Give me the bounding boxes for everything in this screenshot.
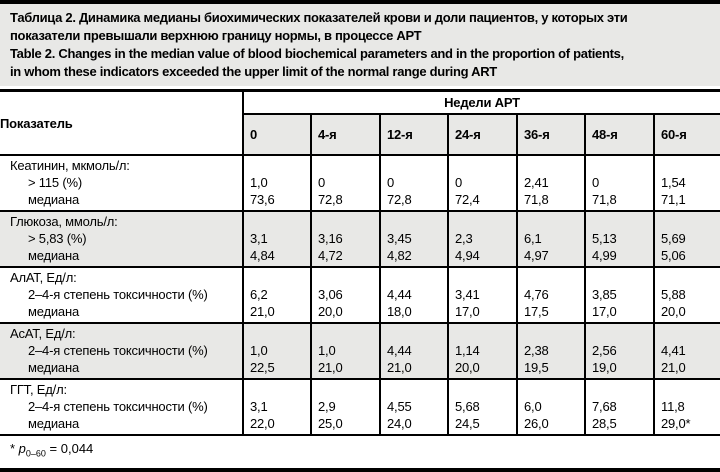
data-cell bbox=[243, 323, 311, 379]
week-col-4: 4-я bbox=[311, 114, 380, 155]
value-median: 72,8 bbox=[318, 192, 343, 207]
param-subrow-pct: 2–4-я степень токсичности (%) bbox=[28, 343, 208, 358]
value-median: 20,0 bbox=[318, 304, 343, 319]
value-pct: 5,88 bbox=[661, 287, 686, 302]
value-pct: 1,54 bbox=[661, 175, 686, 190]
caption-ru-line2: показатели превышали верхнюю границу нормы, в процессе АРТ bbox=[10, 28, 422, 43]
data-cell bbox=[585, 155, 654, 211]
value-median: 21,0 bbox=[387, 360, 412, 375]
param-subrow-median: медиана bbox=[28, 304, 79, 319]
param-subrow-pct: > 115 (%) bbox=[28, 175, 82, 190]
value-pct: 3,45 bbox=[387, 231, 412, 246]
value-pct: 0 bbox=[318, 175, 326, 190]
week-col-60: 60-я bbox=[654, 114, 720, 155]
data-cell bbox=[654, 323, 720, 379]
section-alat bbox=[0, 267, 720, 323]
value-median: 25,0 bbox=[318, 416, 343, 431]
value-median: 28,5 bbox=[592, 416, 617, 431]
data-cell bbox=[448, 155, 517, 211]
data-cell bbox=[517, 323, 585, 379]
week-col-0: 0 bbox=[243, 114, 311, 155]
value-pct: 4,76 bbox=[524, 287, 549, 302]
param-label-cell bbox=[0, 379, 243, 435]
value-median: 21,0 bbox=[250, 304, 275, 319]
section-creatinine bbox=[0, 155, 720, 211]
data-cell bbox=[380, 379, 448, 435]
value-pct: 2,3 bbox=[455, 231, 473, 246]
value-median: 4,94 bbox=[455, 248, 480, 263]
data-cell bbox=[448, 379, 517, 435]
value-pct: 1,0 bbox=[318, 343, 336, 358]
param-column-header: Показатель bbox=[0, 91, 243, 156]
value-median: 18,0 bbox=[387, 304, 412, 319]
value-pct: 0 bbox=[592, 175, 600, 190]
value-median: 72,4 bbox=[455, 192, 480, 207]
value-pct: 6,2 bbox=[250, 287, 268, 302]
value-pct: 3,1 bbox=[250, 231, 268, 246]
value-pct: 2,9 bbox=[318, 399, 336, 414]
value-pct: 2,38 bbox=[524, 343, 549, 358]
param-label-cell bbox=[0, 323, 243, 379]
section-asat bbox=[0, 323, 720, 379]
value-pct: 0 bbox=[455, 175, 463, 190]
biochemical-parameters-table bbox=[0, 89, 720, 436]
data-cell bbox=[585, 379, 654, 435]
value-median: 19,0 bbox=[592, 360, 617, 375]
value-median: 17,0 bbox=[592, 304, 617, 319]
week-col-12: 12-я bbox=[380, 114, 448, 155]
value-median: 71,1 bbox=[661, 192, 686, 207]
table-footnote bbox=[0, 436, 720, 472]
value-pct: 4,44 bbox=[387, 343, 412, 358]
param-name: АсАТ, Ед/л: bbox=[10, 326, 76, 341]
footnote-asterisk: * bbox=[10, 441, 19, 456]
value-median: 71,8 bbox=[592, 192, 617, 207]
data-cell bbox=[448, 323, 517, 379]
value-pct: 3,16 bbox=[318, 231, 343, 246]
param-name: Кеатинин, мкмоль/л: bbox=[10, 158, 130, 173]
data-cell bbox=[311, 211, 380, 267]
param-label-cell bbox=[0, 267, 243, 323]
footnote-p-value: = 0,044 bbox=[45, 441, 94, 456]
param-name: ГГТ, Ед/л: bbox=[10, 382, 67, 397]
data-cell bbox=[380, 323, 448, 379]
footnote-p-subscript: 0–60 bbox=[25, 448, 46, 459]
section-ggt bbox=[0, 379, 720, 435]
week-col-36: 36-я bbox=[517, 114, 585, 155]
data-cell bbox=[311, 323, 380, 379]
value-median: 21,0 bbox=[661, 360, 686, 375]
value-median: 4,84 bbox=[250, 248, 275, 263]
data-cell bbox=[517, 379, 585, 435]
value-pct: 5,69 bbox=[661, 231, 686, 246]
value-median: 29,0* bbox=[661, 416, 691, 431]
value-pct: 3,85 bbox=[592, 287, 617, 302]
header-row-top bbox=[0, 91, 720, 115]
table-caption bbox=[0, 0, 720, 86]
caption-ru-line1: Таблица 2. Динамика медианы биохимических показателей крови и доли пациентов, у которых эти bbox=[10, 10, 628, 25]
caption-en-line1: Table 2. Changes in the median value of blood biochemical parameters and in the proportion of patients, bbox=[10, 46, 624, 61]
value-median: 24,5 bbox=[455, 416, 480, 431]
data-cell bbox=[311, 379, 380, 435]
value-median: 17,0 bbox=[455, 304, 480, 319]
value-median: 72,8 bbox=[387, 192, 412, 207]
value-median: 4,99 bbox=[592, 248, 617, 263]
value-pct: 3,41 bbox=[455, 287, 480, 302]
param-subrow-pct: 2–4-я степень токсичности (%) bbox=[28, 399, 208, 414]
param-label-cell bbox=[0, 211, 243, 267]
value-median: 26,0 bbox=[524, 416, 549, 431]
value-pct: 4,44 bbox=[387, 287, 412, 302]
data-cell bbox=[585, 211, 654, 267]
value-pct: 6,1 bbox=[524, 231, 542, 246]
value-median: 20,0 bbox=[455, 360, 480, 375]
data-cell bbox=[517, 155, 585, 211]
value-median: 17,5 bbox=[524, 304, 549, 319]
value-pct: 4,55 bbox=[387, 399, 412, 414]
value-pct: 5,13 bbox=[592, 231, 617, 246]
value-pct: 0 bbox=[387, 175, 395, 190]
value-median: 22,5 bbox=[250, 360, 275, 375]
data-cell bbox=[380, 211, 448, 267]
data-cell bbox=[517, 211, 585, 267]
value-median: 19,5 bbox=[524, 360, 549, 375]
param-subrow-median: медиана bbox=[28, 248, 79, 263]
data-cell bbox=[448, 211, 517, 267]
data-cell bbox=[654, 267, 720, 323]
value-median: 21,0 bbox=[318, 360, 343, 375]
value-pct: 5,68 bbox=[455, 399, 480, 414]
value-median: 5,06 bbox=[661, 248, 686, 263]
param-subrow-median: медиана bbox=[28, 192, 79, 207]
data-cell bbox=[243, 267, 311, 323]
data-cell bbox=[517, 267, 585, 323]
value-median: 4,72 bbox=[318, 248, 343, 263]
value-pct: 2,41 bbox=[524, 175, 549, 190]
value-median: 71,8 bbox=[524, 192, 549, 207]
param-name: АлАТ, Ед/л: bbox=[10, 270, 77, 285]
data-cell bbox=[243, 211, 311, 267]
section-glucose bbox=[0, 211, 720, 267]
footnote-p-symbol: p bbox=[18, 441, 26, 456]
data-cell bbox=[654, 211, 720, 267]
data-cell bbox=[311, 155, 380, 211]
value-median: 4,82 bbox=[387, 248, 412, 263]
value-median: 73,6 bbox=[250, 192, 275, 207]
week-col-24: 24-я bbox=[448, 114, 517, 155]
data-cell bbox=[654, 155, 720, 211]
value-pct: 7,68 bbox=[592, 399, 617, 414]
param-subrow-pct: 2–4-я степень токсичности (%) bbox=[28, 287, 208, 302]
value-pct: 1,0 bbox=[250, 175, 268, 190]
param-subrow-median: медиана bbox=[28, 360, 79, 375]
caption-en-line2: in whom these indicators exceeded the upper limit of the normal range during ART bbox=[10, 64, 497, 79]
value-median: 20,0 bbox=[661, 304, 686, 319]
param-label-cell bbox=[0, 155, 243, 211]
param-subrow-pct: > 5,83 (%) bbox=[28, 231, 87, 246]
data-cell bbox=[585, 267, 654, 323]
data-cell bbox=[380, 267, 448, 323]
value-median: 22,0 bbox=[250, 416, 275, 431]
value-pct: 11,8 bbox=[661, 399, 685, 414]
data-cell bbox=[654, 379, 720, 435]
data-cell bbox=[243, 155, 311, 211]
value-pct: 2,56 bbox=[592, 343, 617, 358]
data-cell bbox=[243, 379, 311, 435]
value-median: 4,97 bbox=[524, 248, 549, 263]
data-cell bbox=[380, 155, 448, 211]
value-pct: 1,0 bbox=[250, 343, 268, 358]
value-median: 24,0 bbox=[387, 416, 412, 431]
week-col-48: 48-я bbox=[585, 114, 654, 155]
data-cell bbox=[311, 267, 380, 323]
value-pct: 3,06 bbox=[318, 287, 343, 302]
data-cell bbox=[585, 323, 654, 379]
data-cell bbox=[448, 267, 517, 323]
param-subrow-median: медиана bbox=[28, 416, 79, 431]
value-pct: 6,0 bbox=[524, 399, 542, 414]
weeks-group-header: Недели АРТ bbox=[243, 91, 720, 115]
value-pct: 1,14 bbox=[455, 343, 480, 358]
value-pct: 4,41 bbox=[661, 343, 686, 358]
value-pct: 3,1 bbox=[250, 399, 268, 414]
param-name: Глюкоза, ммоль/л: bbox=[10, 214, 118, 229]
